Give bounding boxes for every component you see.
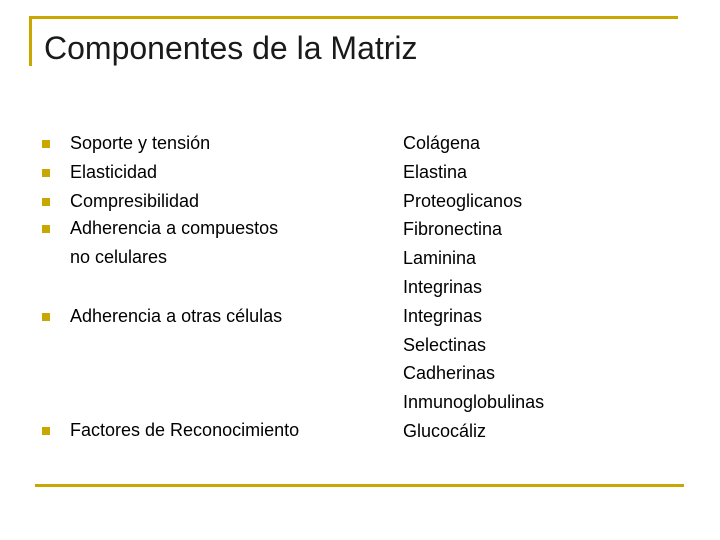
square-bullet-icon xyxy=(42,169,50,177)
component-item: Fibronectina xyxy=(403,219,503,240)
component-item: Selectinas xyxy=(403,334,487,355)
component-item: Integrinas xyxy=(403,276,483,297)
square-bullet-icon xyxy=(42,140,50,148)
list-item-text: Adherencia a otras células xyxy=(70,306,283,326)
right-component-list xyxy=(403,129,544,446)
list-item-text: Compresibilidad xyxy=(70,191,200,211)
title-frame-top-rule xyxy=(29,16,678,19)
bottom-divider xyxy=(35,484,684,487)
list-item-text: Adherencia a compuestos no celulares xyxy=(70,218,279,267)
component-item: Colágena xyxy=(403,133,481,153)
component-item: Glucocáliz xyxy=(403,420,487,441)
square-bullet-icon xyxy=(42,427,50,435)
slide-title: Componentes de la Matriz xyxy=(44,30,418,66)
square-bullet-icon xyxy=(42,198,50,206)
title-frame-left-rule xyxy=(29,16,32,66)
square-bullet-icon xyxy=(42,313,50,321)
component-item: Inmunoglobulinas xyxy=(403,392,545,413)
component-item: Elastina xyxy=(403,161,468,182)
component-item: Cadherinas xyxy=(403,363,496,384)
square-bullet-icon xyxy=(42,225,50,233)
list-item-text: Factores de Reconocimiento xyxy=(70,420,300,440)
component-item: Integrinas xyxy=(403,305,483,326)
component-item: Laminina xyxy=(403,248,477,269)
list-item-text: Soporte y tensión xyxy=(70,133,211,153)
list-item-text: Elasticidad xyxy=(70,162,158,182)
component-item: Proteoglicanos xyxy=(403,190,523,211)
